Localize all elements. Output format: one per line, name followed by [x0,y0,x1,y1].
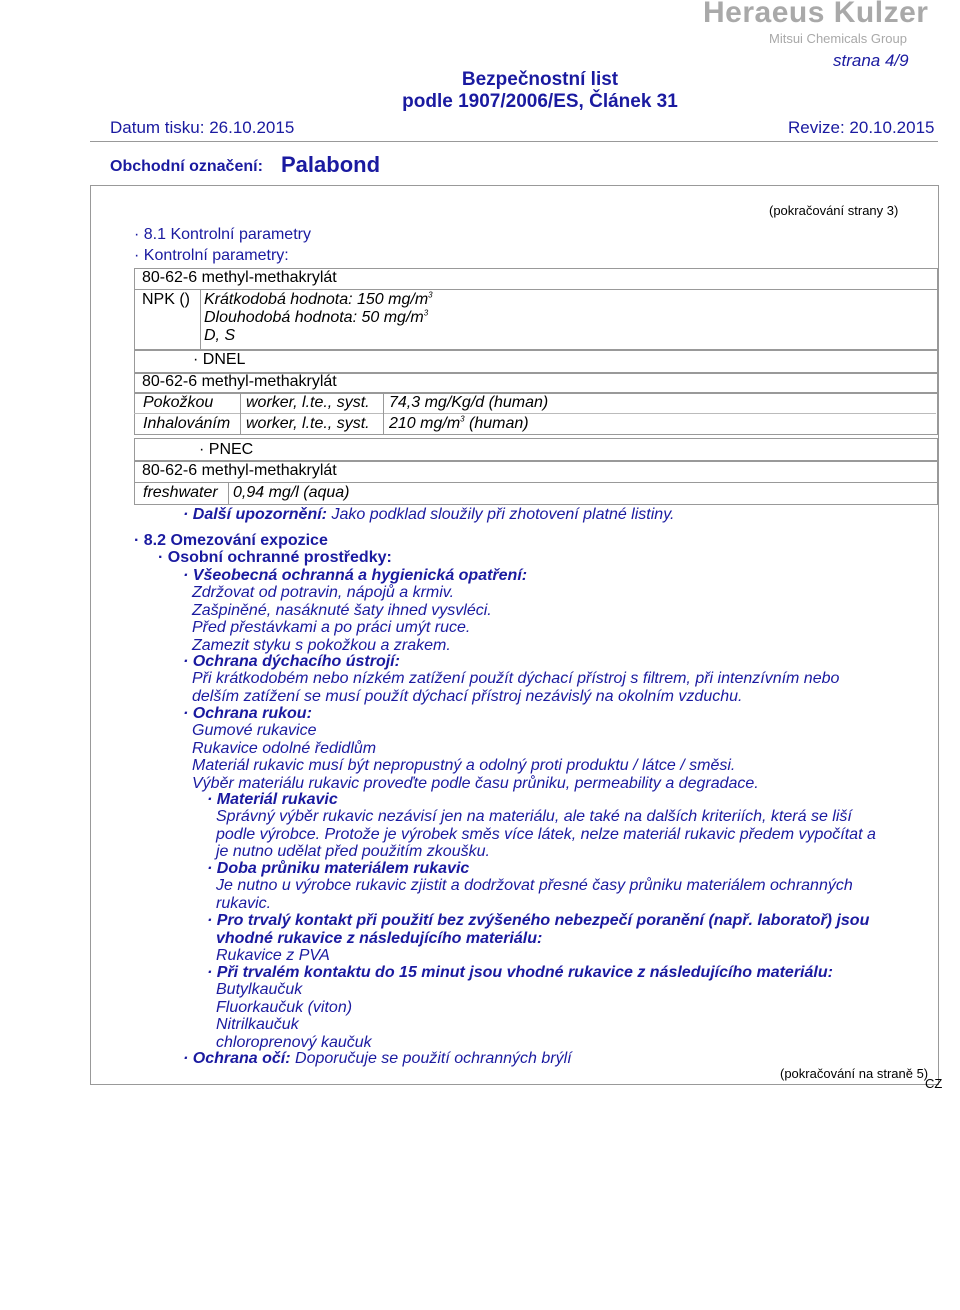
short-line: Butylkaučuk [216,981,303,998]
pnec-label: freshwater [143,484,218,501]
ppe-title: · Osobní ochranné prostředky: [158,549,392,566]
general-line: Zašpiněné, nasáknuté šaty ihned vysvléci. [192,601,492,619]
general-lines [192,584,492,654]
resp-title: · Ochrana dýchacího ústrojí: [183,653,400,670]
npk-notes: D, S [204,327,236,344]
dnel-title-row [134,349,938,374]
breakthrough-line: Je nutno u výrobce rukavic zjistit a dodržovat přesné časy průniku materiálem ochranných [216,877,853,894]
general-line: Zdržovat od potravin, nápojů a krmiv. [192,584,455,601]
pnec-divider [228,482,229,504]
short-line: Fluorkaučuk (viton) [216,998,353,1016]
company-logo: Heraeus Kulzer [703,0,929,29]
resp-line: delším zatížení se musí použít dýchací přístroj nezávislý na okolním vzduchu. [192,687,743,705]
hand-line: Materiál rukavic musí být nepropustný a odolný proti produktu / látce / směsi. [192,757,736,774]
trade-name-label: Obchodní označení: [110,158,263,175]
pnec-title-row [134,438,938,462]
material-title: · Materiál rukavic [207,791,338,808]
general-line: Zamezit styku s pokožkou a zrakem. [192,636,451,654]
dnel-type-1: worker, l.te., syst. [246,394,370,411]
dnel-value-1: 74,3 mg/Kg/d (human) [389,394,549,411]
resp-lines [192,670,839,705]
language-code: CZ [925,1076,943,1091]
general-line: Před přestávkami a po práci umýt ruce. [192,619,471,636]
document-regulation: podle 1907/2006/ES, Článek 31 [402,91,678,112]
dnel-title: · DNEL [193,351,246,368]
material-line: je nutno udělat před použitím zkoušku. [216,843,490,860]
dnel-value-2: 210 $mg/m^3$ (human) [389,414,529,432]
short-line: chloroprenový kaučuk [216,1033,372,1051]
left-frame [90,185,91,1085]
continuation-to: (pokračování na straně 5) [780,1066,929,1081]
dnel-route-2: Inhalováním [143,415,231,432]
company-group: Mitsui Chemicals Group [769,31,907,46]
short-line: Nitrilkaučuk [216,1016,299,1033]
material-line: Správný výběr rukavic nezávisí jen na materiálu, ale také na dalších kriteriích, která se liší [216,808,852,825]
section-8-2-heading: · 8.2 Omezování expozice [134,532,328,549]
npk-short: Krátkodobá hodnota: 150 $mg/m^3$ [204,290,433,308]
breakthrough-title: · Doba průniku materiálem rukavic [207,860,470,877]
hand-line: Gumové rukavice [192,722,317,739]
permanent-title: · Pro trvalý kontakt při použití bez zvýšeného nebezpečí poranění (např. laboratoř) jsou vhodné rukavice z následujícího materiálu: [207,912,870,947]
hand-title: · Ochrana rukou: [183,705,312,722]
document-title: Bezpečnostní list [461,69,619,90]
material-line: podle výrobce. Protože je výrobek směs více látek, nelze materiál rukavic předem vypočítat a [216,825,876,843]
params-title: · Kontrolní parametry: [134,247,289,264]
eye-protection: · Ochrana očí: Doporučuje se použití ochranných brýlí [183,1050,572,1067]
dnel-route-1: Pokožkou [143,394,214,411]
short-lines [216,981,372,1051]
npk-long: Dlouhodobá hodnota: 50 $mg/m^3$ [204,308,429,326]
dnel-col2 [383,392,384,434]
resp-line: Při krátkodobém nebo nízkém zatížení použít dýchací přístroj s filtrem, při intenzívním nebo [192,670,840,687]
pnec-title: · PNEC [199,441,254,458]
permanent-material: Rukavice z PVA [216,947,330,964]
section-8-1-heading: · 8.1 Kontrolní parametry [134,226,311,243]
npk-divider [200,289,201,350]
dnel-type-2: worker, l.te., syst. [246,415,370,432]
pnec-substance: 80-62-6 methyl-methakrylát [142,462,337,479]
npk-label: NPK () [142,291,190,308]
dnel-row-divider [134,413,936,414]
dnel-substance: 80-62-6 methyl-methakrylát [142,373,337,390]
pnec-value: 0,94 mg/l (aqua) [233,484,350,501]
right-frame [938,185,939,1085]
hand-line: Výběr materiálu rukavic proveďte podle času průniku, permeability a degradace. [192,774,759,792]
hand-lines [192,722,759,792]
short-title: · Při trvalém kontaktu do 15 minut jsou vhodné rukavice z následujícího materiálu: [207,964,833,981]
material-lines [216,808,876,861]
continuation-from: (pokračování strany 3) [769,203,899,218]
revision-date: Revize: 20.10.2015 [788,118,935,137]
breakthrough-line: rukavic. [216,894,272,912]
bottom-frame [90,1084,938,1085]
trade-name: Palabond [281,152,381,177]
page-number: strana 4/9 [833,51,909,70]
further-note: · Další upozornění: Jako podklad sloužily při zhotovení platné listiny. [183,506,675,523]
header-divider [90,141,938,142]
params-substance: 80-62-6 methyl-methakrylát [142,269,337,286]
trade-divider [90,185,938,186]
hand-line: Rukavice odolné ředidlům [192,739,377,757]
general-title: · Všeobecná ochranná a hygienická opatření: [183,567,528,584]
breakthrough-lines [216,877,853,912]
print-date: Datum tisku: 26.10.2015 [110,118,295,137]
dnel-col1 [240,392,241,434]
